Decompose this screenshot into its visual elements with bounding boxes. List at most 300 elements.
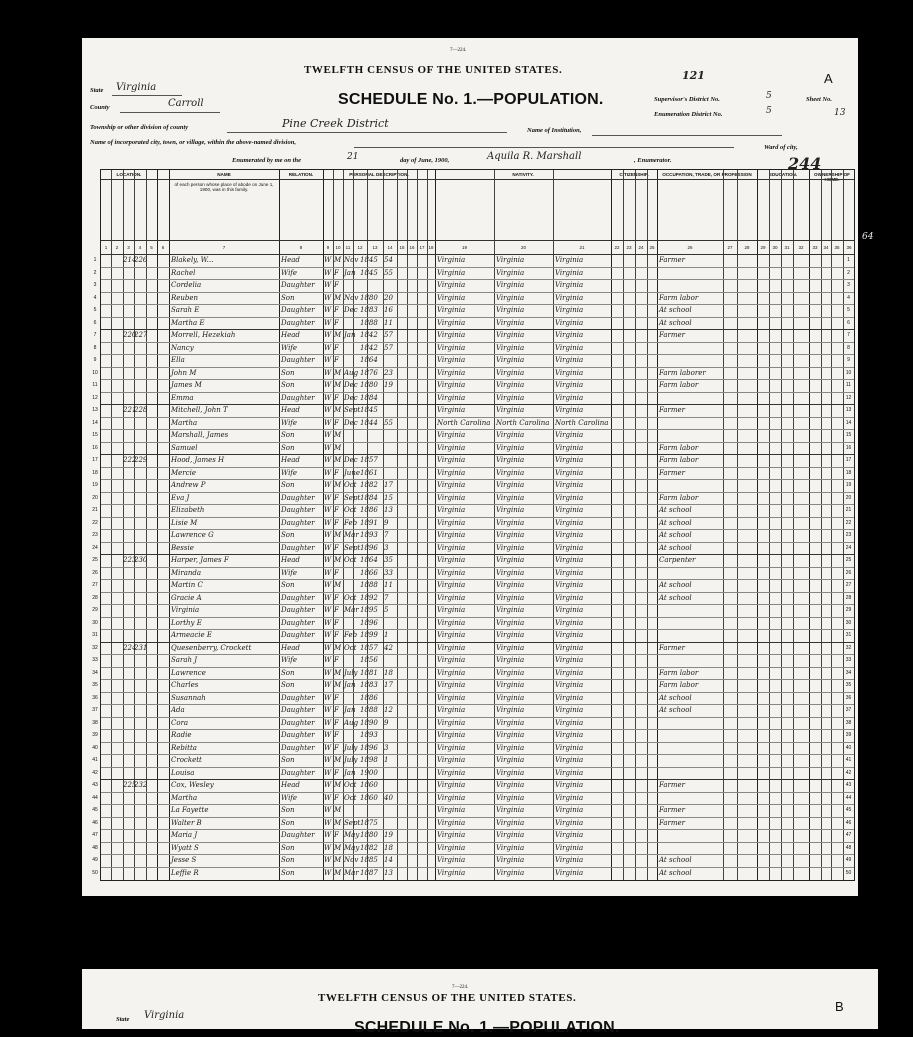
birth-year-cell: 1893 bbox=[360, 731, 378, 739]
form-number: 7—224. bbox=[450, 48, 467, 53]
race-cell: W bbox=[324, 631, 332, 639]
mother-birthplace-cell: Virginia bbox=[555, 768, 584, 777]
occupation-cell bbox=[659, 429, 723, 442]
table-row bbox=[92, 779, 855, 792]
father-birthplace-cell: Virginia bbox=[496, 293, 525, 302]
age-cell bbox=[384, 654, 397, 667]
occupation-cell bbox=[659, 417, 723, 430]
person-name: Cora bbox=[171, 718, 189, 727]
relation-cell: Daughter bbox=[281, 606, 315, 614]
birthplace-cell: Virginia bbox=[437, 331, 466, 339]
father-birthplace-cell: Virginia bbox=[496, 706, 525, 714]
family-number bbox=[134, 717, 146, 730]
column-number: 31 bbox=[784, 245, 790, 250]
age-cell: 9 bbox=[384, 518, 389, 527]
occupation-cell: Farm laborer bbox=[659, 368, 706, 377]
birthplace-cell: Virginia bbox=[437, 568, 466, 577]
birth-year-cell: 1890 bbox=[360, 718, 378, 727]
table-row bbox=[92, 467, 855, 480]
person-name: Nancy bbox=[171, 343, 194, 352]
family-number bbox=[134, 367, 146, 380]
row-number-right: 27 bbox=[845, 582, 852, 588]
father-birthplace-cell: Virginia bbox=[496, 593, 525, 602]
family-number bbox=[134, 679, 146, 692]
sex-cell: M bbox=[334, 556, 342, 564]
sex-cell: M bbox=[334, 443, 342, 452]
birth-year-cell: 1845 bbox=[360, 406, 378, 414]
father-birthplace-cell: Virginia bbox=[496, 443, 525, 452]
column-number: 2 bbox=[115, 245, 119, 250]
age-cell: 7 bbox=[384, 531, 389, 539]
family-number bbox=[134, 479, 146, 492]
row-number-right: 42 bbox=[845, 769, 852, 776]
row-number-right: 33 bbox=[845, 657, 852, 663]
sex-cell: F bbox=[334, 318, 339, 327]
family-number bbox=[134, 604, 146, 617]
birth-month-cell bbox=[344, 342, 360, 355]
race-cell: W bbox=[324, 481, 332, 489]
race-cell: W bbox=[324, 268, 332, 277]
census-title: TWELFTH CENSUS OF THE UNITED STATES. bbox=[304, 64, 563, 76]
family-number bbox=[134, 317, 146, 330]
occupation-cell bbox=[659, 792, 723, 805]
sex-cell: M bbox=[334, 843, 342, 852]
birth-year-cell: 1881 bbox=[360, 668, 378, 677]
birthplace-cell: Virginia bbox=[437, 443, 466, 452]
row-number-right: 50 bbox=[845, 869, 852, 876]
row-number-right: 17 bbox=[845, 457, 852, 463]
person-name: Sarah J bbox=[171, 656, 198, 664]
age-cell: 57 bbox=[384, 331, 393, 339]
dwelling-number: 220 bbox=[123, 331, 137, 339]
row-number: 20 bbox=[92, 494, 98, 501]
row-number-right: 31 bbox=[845, 632, 852, 638]
age-cell: 35 bbox=[384, 556, 393, 564]
relation-cell: Daughter bbox=[281, 631, 315, 639]
race-cell: W bbox=[324, 793, 332, 802]
father-birthplace-cell: Virginia bbox=[496, 531, 525, 539]
row-number-right: 37 bbox=[845, 707, 852, 713]
column-number: 35 bbox=[834, 245, 840, 250]
birthplace-cell: Virginia bbox=[437, 768, 466, 777]
mother-birthplace-cell: Virginia bbox=[555, 306, 584, 314]
family-number bbox=[134, 354, 146, 367]
birthplace-cell: Virginia bbox=[437, 581, 466, 589]
race-cell: W bbox=[324, 843, 332, 852]
city-label: Name of incorporated city, town, or village, within the above-named division, bbox=[90, 139, 296, 146]
sex-cell: F bbox=[334, 693, 339, 702]
enum-prefix: Enumerated by me on the bbox=[232, 157, 301, 164]
birth-month-cell: Oct bbox=[344, 643, 357, 652]
person-name: Wyatt S bbox=[171, 843, 199, 852]
relation-cell: Daughter bbox=[281, 306, 315, 314]
supervisor-value: 5 bbox=[766, 91, 772, 101]
row-number-right: 47 bbox=[845, 832, 852, 838]
race-cell: W bbox=[324, 618, 332, 627]
race-cell: W bbox=[324, 306, 332, 314]
table-row bbox=[93, 254, 855, 267]
family-number bbox=[134, 379, 146, 392]
table-row bbox=[92, 829, 855, 842]
person-name: Lawrence G bbox=[171, 531, 214, 539]
table-row bbox=[92, 617, 855, 630]
birthplace-cell: Virginia bbox=[437, 643, 466, 652]
person-name: Bessie bbox=[171, 543, 194, 552]
person-name: James M bbox=[171, 381, 202, 389]
column-number: 16 bbox=[409, 245, 415, 250]
table-row bbox=[92, 642, 855, 655]
birthplace-cell: North Carolina bbox=[437, 418, 491, 427]
relation-cell: Wife bbox=[281, 343, 298, 352]
occupation-cell bbox=[659, 479, 723, 492]
row-number-right: 35 bbox=[845, 682, 852, 688]
table-row bbox=[92, 567, 855, 580]
birth-year-cell: 1864 bbox=[360, 356, 378, 364]
person-name: Gracie A bbox=[171, 593, 202, 602]
family-number bbox=[134, 467, 146, 480]
row-number-right: 22 bbox=[845, 519, 852, 526]
sex-cell: F bbox=[334, 768, 339, 777]
person-name: Lawrence bbox=[171, 668, 206, 677]
row-number: 50 bbox=[92, 869, 98, 876]
row-number-right: 14 bbox=[845, 419, 852, 426]
birth-year-cell: 1892 bbox=[360, 593, 378, 602]
row-number-right: 26 bbox=[845, 569, 852, 576]
race-cell: W bbox=[324, 506, 332, 514]
mother-birthplace-cell: Virginia bbox=[555, 256, 584, 264]
row-number-right: 28 bbox=[845, 594, 852, 601]
column-number: 18 bbox=[428, 245, 434, 250]
row-number: 41 bbox=[92, 757, 98, 763]
state-value: Virginia bbox=[116, 82, 157, 93]
person-name: Eva J bbox=[171, 493, 190, 502]
row-number: 22 bbox=[92, 519, 98, 526]
birth-month-cell: Oct bbox=[344, 593, 357, 602]
family-number bbox=[134, 517, 146, 530]
race-cell: W bbox=[324, 681, 332, 689]
row-number-right: 30 bbox=[845, 619, 852, 626]
occupation-cell bbox=[659, 842, 723, 855]
birth-year-cell: 1860 bbox=[360, 793, 378, 802]
column-number: 26 bbox=[687, 245, 693, 250]
birth-year-cell: 1886 bbox=[360, 693, 378, 702]
mother-birthplace-cell: Virginia bbox=[555, 656, 584, 664]
next-schedule-title: SCHEDULE No. 1.—POPULATION. bbox=[354, 1019, 620, 1036]
father-birthplace-cell: Virginia bbox=[496, 506, 525, 514]
birth-year-cell: 1886 bbox=[360, 506, 378, 514]
father-birthplace-cell: Virginia bbox=[496, 456, 525, 464]
father-birthplace-cell: Virginia bbox=[496, 668, 525, 677]
column-number: 4 bbox=[138, 245, 142, 250]
father-birthplace-cell: Virginia bbox=[496, 393, 525, 402]
mother-birthplace-cell: Virginia bbox=[555, 356, 584, 364]
race-cell: W bbox=[324, 668, 332, 677]
sex-cell: M bbox=[334, 381, 342, 389]
table-row bbox=[92, 667, 855, 680]
person-name: John M bbox=[171, 368, 197, 377]
header-occupation: OCCUPATION, TRADE, OR PROFESSION bbox=[662, 172, 752, 177]
column-number: 30 bbox=[772, 245, 778, 250]
relation-cell: Daughter bbox=[281, 281, 315, 289]
race-cell: W bbox=[324, 743, 332, 752]
occupation-cell: Carpenter bbox=[659, 556, 696, 564]
sex-cell: F bbox=[334, 281, 339, 289]
birth-year-cell: 1896 bbox=[360, 618, 378, 627]
column-number: 14 bbox=[387, 245, 393, 250]
occupation-cell: At school bbox=[659, 531, 692, 539]
row-number: 32 bbox=[92, 644, 98, 651]
mother-birthplace-cell: Virginia bbox=[555, 493, 584, 502]
birthplace-cell: Virginia bbox=[437, 843, 466, 852]
age-cell: 5 bbox=[384, 606, 389, 614]
relation-cell: Son bbox=[281, 843, 295, 852]
row-number: 39 bbox=[92, 732, 98, 738]
occupation-cell: Farmer bbox=[659, 643, 686, 652]
age-cell: 19 bbox=[384, 381, 393, 389]
occupation-cell: Farmer bbox=[659, 781, 686, 789]
row-number-right: 39 bbox=[845, 732, 852, 738]
birthplace-cell: Virginia bbox=[437, 456, 466, 464]
race-cell: W bbox=[324, 431, 332, 439]
person-name: Andrew P bbox=[171, 481, 206, 489]
row-number: 30 bbox=[92, 619, 98, 626]
page-number: 121 bbox=[682, 69, 705, 82]
sex-cell: F bbox=[334, 706, 339, 714]
mother-birthplace-cell: Virginia bbox=[555, 743, 584, 752]
birth-year-cell bbox=[360, 279, 382, 292]
column-number: 34 bbox=[823, 245, 829, 250]
birth-year-cell: 1888 bbox=[360, 706, 378, 714]
occupation-cell bbox=[659, 354, 723, 367]
row-number-right: 49 bbox=[845, 857, 852, 863]
person-name: Virginia bbox=[171, 606, 200, 614]
row-number: 48 bbox=[92, 844, 98, 851]
column-number: 27 bbox=[727, 245, 733, 250]
relation-cell: Daughter bbox=[281, 693, 315, 702]
sex-cell: F bbox=[334, 268, 339, 277]
occupation-cell bbox=[659, 629, 723, 642]
table-row bbox=[92, 442, 855, 455]
birth-year-cell: 1884 bbox=[360, 493, 378, 502]
relation-cell: Son bbox=[281, 818, 295, 827]
birthplace-cell: Virginia bbox=[437, 318, 466, 327]
father-birthplace-cell: Virginia bbox=[496, 606, 525, 614]
row-number: 35 bbox=[92, 682, 98, 688]
institution-label: Name of Institution, bbox=[527, 127, 582, 134]
birth-year-cell: 1880 bbox=[360, 293, 378, 302]
birth-year-cell: 1845 bbox=[360, 268, 378, 277]
birth-month-cell: Oct bbox=[344, 481, 357, 489]
column-number: 23 bbox=[626, 245, 632, 250]
mother-birthplace-cell: Virginia bbox=[555, 556, 584, 564]
column-number: 5 bbox=[150, 245, 153, 250]
row-number: 16 bbox=[92, 444, 98, 451]
birth-month-cell: Sept bbox=[344, 493, 361, 502]
table-row bbox=[92, 379, 855, 392]
birth-year-cell: 1842 bbox=[360, 343, 378, 352]
birthplace-cell: Virginia bbox=[437, 268, 466, 277]
family-number bbox=[134, 292, 146, 305]
row-number-right: 8 bbox=[847, 344, 850, 351]
person-name: Martha bbox=[171, 418, 198, 427]
institution-line bbox=[592, 126, 782, 136]
father-birthplace-cell: Virginia bbox=[496, 631, 525, 639]
relation-cell: Wife bbox=[281, 656, 298, 664]
birth-year-cell bbox=[360, 442, 382, 455]
birth-year-cell: 1880 bbox=[360, 381, 378, 389]
mother-birthplace-cell: Virginia bbox=[555, 781, 584, 789]
age-cell: 7 bbox=[384, 593, 389, 602]
person-name: Cox, Wesley bbox=[171, 781, 214, 789]
ward-label: Ward of city, bbox=[764, 144, 798, 151]
row-number-right: 10 bbox=[845, 369, 852, 376]
table-row bbox=[92, 367, 855, 380]
mother-birthplace-cell: Virginia bbox=[555, 406, 584, 414]
mother-birthplace-cell: Virginia bbox=[555, 831, 584, 839]
birth-month-cell: Dec bbox=[344, 418, 358, 427]
occupation-cell: At school bbox=[659, 856, 692, 864]
birthplace-cell: Virginia bbox=[437, 718, 466, 727]
township-value: Pine Creek District bbox=[282, 117, 389, 130]
margin-note: 64 bbox=[862, 232, 874, 242]
table-row bbox=[92, 692, 855, 705]
birthplace-cell: Virginia bbox=[437, 431, 466, 439]
family-number: 226 bbox=[134, 256, 148, 264]
person-name: Jesse S bbox=[171, 856, 197, 864]
birth-month-cell bbox=[344, 654, 360, 667]
father-birthplace-cell: Virginia bbox=[496, 268, 525, 277]
relation-cell: Wife bbox=[281, 468, 298, 477]
family-number bbox=[134, 654, 146, 667]
relation-cell: Head bbox=[281, 256, 300, 264]
age-cell bbox=[384, 279, 397, 292]
row-number: 17 bbox=[92, 457, 98, 463]
person-name: Rebitta bbox=[171, 743, 197, 752]
family-number bbox=[134, 829, 146, 842]
row-number-right: 20 bbox=[845, 494, 852, 501]
birthplace-cell: Virginia bbox=[437, 681, 466, 689]
relation-cell: Daughter bbox=[281, 831, 315, 839]
relation-cell: Son bbox=[281, 431, 295, 439]
father-birthplace-cell: Virginia bbox=[496, 431, 525, 439]
sex-cell: F bbox=[334, 718, 339, 727]
row-number: 25 bbox=[92, 557, 98, 563]
header-education: EDUCATION. bbox=[768, 172, 798, 177]
race-cell: W bbox=[324, 806, 332, 814]
table-row bbox=[92, 504, 855, 517]
family-number: 227 bbox=[134, 331, 148, 339]
row-number: 45 bbox=[92, 807, 98, 813]
person-name: Rachel bbox=[171, 268, 196, 277]
birthplace-cell: Virginia bbox=[437, 393, 466, 402]
sex-cell: F bbox=[334, 656, 339, 664]
mother-birthplace-cell: Virginia bbox=[555, 606, 584, 614]
age-cell bbox=[384, 392, 397, 405]
row-number-right: 12 bbox=[845, 394, 852, 401]
family-number: 230 bbox=[134, 556, 148, 564]
relation-cell: Daughter bbox=[281, 768, 315, 777]
father-birthplace-cell: Virginia bbox=[496, 643, 525, 652]
row-number: 2 bbox=[93, 269, 97, 276]
father-birthplace-cell: Virginia bbox=[496, 343, 525, 352]
column-number: 25 bbox=[649, 245, 655, 250]
occupation-cell: At school bbox=[659, 693, 692, 702]
enum-day: 21 bbox=[347, 152, 359, 162]
table-row bbox=[92, 454, 855, 467]
birth-year-cell: 1887 bbox=[360, 868, 378, 877]
race-cell: W bbox=[324, 368, 332, 377]
birthplace-cell: Virginia bbox=[437, 531, 466, 539]
father-birthplace-cell: Virginia bbox=[496, 518, 525, 527]
birth-month-cell: Oct bbox=[344, 793, 357, 802]
sex-cell: F bbox=[334, 518, 339, 527]
birth-year-cell: 1882 bbox=[360, 843, 378, 852]
relation-cell: Daughter bbox=[281, 506, 315, 514]
mother-birthplace-cell: North Carolina bbox=[555, 418, 609, 427]
occupation-cell: Farmer bbox=[659, 806, 686, 814]
header-ownership: OWNERSHIP OF HOME. bbox=[814, 172, 850, 182]
race-cell: W bbox=[324, 706, 332, 714]
birth-month-cell: Oct bbox=[344, 781, 357, 789]
occupation-cell: At school bbox=[659, 318, 692, 327]
age-cell: 13 bbox=[384, 506, 393, 514]
occupation-cell: At school bbox=[659, 306, 692, 314]
family-number bbox=[134, 442, 146, 455]
column-number: 33 bbox=[812, 245, 818, 250]
person-name: Martha E bbox=[171, 318, 205, 327]
occupation-cell bbox=[659, 767, 723, 780]
relation-cell: Daughter bbox=[281, 318, 315, 327]
row-number: 10 bbox=[92, 369, 98, 376]
birthplace-cell: Virginia bbox=[437, 731, 466, 739]
relation-cell: Daughter bbox=[281, 518, 315, 527]
birth-month-cell bbox=[344, 692, 360, 705]
supervisor-label: Supervisor's District No. bbox=[654, 96, 720, 103]
table-row bbox=[93, 292, 855, 305]
birth-year-cell: 1898 bbox=[360, 756, 378, 764]
row-number: 38 bbox=[92, 719, 98, 726]
row-number: 34 bbox=[92, 669, 98, 676]
birthplace-cell: Virginia bbox=[437, 781, 466, 789]
family-number bbox=[134, 704, 146, 717]
age-cell: 11 bbox=[384, 318, 393, 327]
birth-month-cell bbox=[344, 279, 360, 292]
birth-month-cell: Mar bbox=[344, 606, 359, 614]
family-number bbox=[134, 542, 146, 555]
age-cell: 1 bbox=[384, 756, 389, 764]
birthplace-cell: Virginia bbox=[437, 293, 466, 302]
mother-birthplace-cell: Virginia bbox=[555, 468, 584, 477]
father-birthplace-cell: Virginia bbox=[496, 556, 525, 564]
header-personal: PERSONAL DESCRIPTION. bbox=[349, 172, 409, 177]
race-cell: W bbox=[324, 443, 332, 452]
father-birthplace-cell: Virginia bbox=[496, 768, 525, 777]
row-number: 1 bbox=[93, 257, 97, 263]
father-birthplace-cell: Virginia bbox=[496, 793, 525, 802]
row-number: 11 bbox=[92, 382, 98, 388]
family-number bbox=[134, 629, 146, 642]
birth-year-cell: 1842 bbox=[360, 331, 378, 339]
birth-year-cell: 1864 bbox=[360, 556, 378, 564]
next-census-sheet bbox=[82, 969, 878, 1036]
birthplace-cell: Virginia bbox=[437, 756, 466, 764]
relation-cell: Son bbox=[281, 668, 295, 677]
column-number: 8 bbox=[299, 245, 303, 250]
table-row bbox=[92, 517, 855, 530]
row-number-right: 36 bbox=[845, 694, 852, 701]
enum-mid: day of June, 1900, bbox=[400, 157, 450, 164]
birth-year-cell: 1900 bbox=[360, 768, 378, 777]
